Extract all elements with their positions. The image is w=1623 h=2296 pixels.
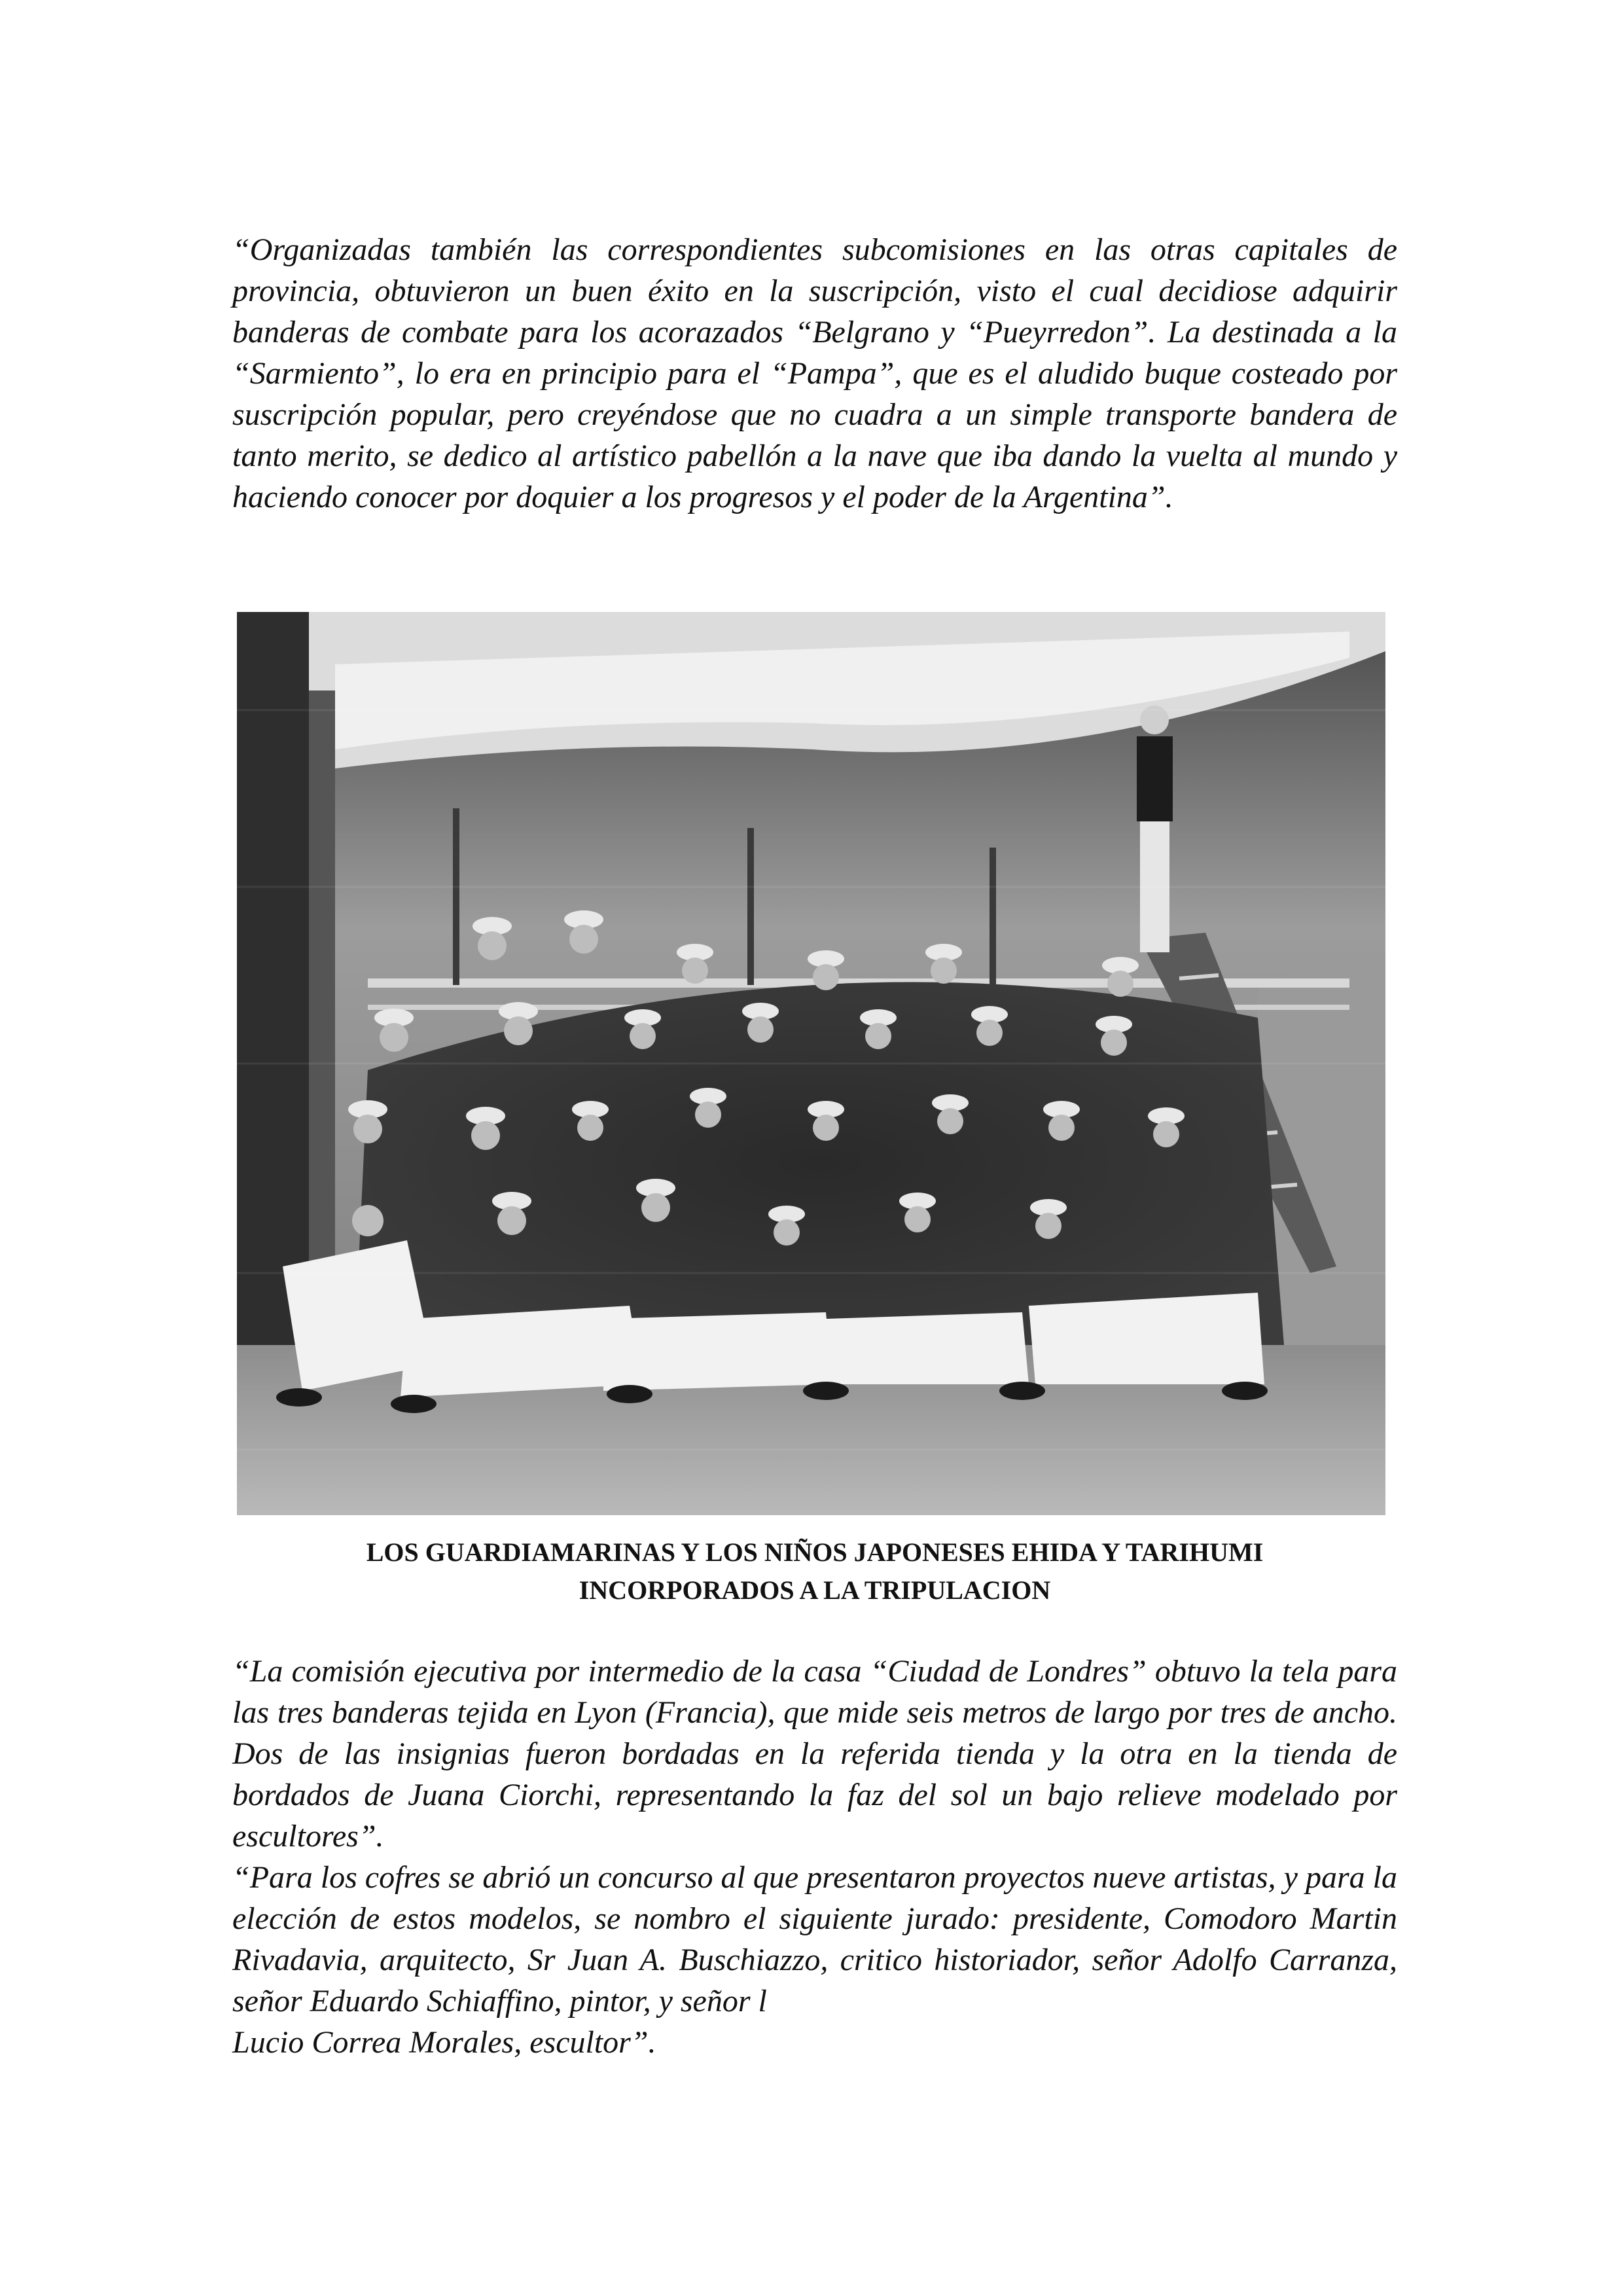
crew-photo — [237, 612, 1385, 1515]
quote-1-text: “Organizadas también las correspondientes subcomisiones en las otras capitales de provincia, obtuvieron un buen éxito en la suscripción, visto el cual decidiose adquirir banderas de combate para los acorazados “Belgrano y “Pueyrredon”. La destinada a la “Sarmiento”, lo era en principio para el “Pampa”, que es el aludido buque costeado por suscripción popular, pero creyéndose que no cuadra a un simple transporte bandera de tanto merito, se dedico al artístico pabellón a la nave que iba dando la vuelta al mundo y haciendo conocer por doquier a los progresos y el poder de la Argentina”. — [232, 232, 1397, 514]
quote-2-paragraph-2: “Para los cofres se abrió un concurso al que presentaron proyectos nueve artistas, y para la elección de estos modelos, se nombro el siguiente jurado: presidente, Comodoro Martin Rivadavia, arquitecto, Sr Juan A. Buschiazzo, critico historiador, señor Adolfo Carranza, señor Eduardo Schiaffino, pintor, y señor l — [232, 1860, 1397, 2018]
crew-photo-icon — [237, 612, 1385, 1515]
photo-caption — [232, 1534, 1397, 1609]
quote-2-paragraph-1: “La comisión ejecutiva por intermedio de la casa “Ciudad de Londres” obtuvo la tela para las tres banderas tejida en Lyon (Francia), que mide seis metros de largo por tres de ancho. Dos de las insignias fueron bordadas en la referida tienda y la otra en la tienda de bordados de Juana Ciorchi, representando la faz del sol un bajo relieve modelado por escultores”. — [232, 1654, 1397, 1854]
caption-line-1: LOS GUARDIAMARINAS Y LOS NIÑOS JAPONESES EHIDA Y TARIHUMI — [366, 1537, 1264, 1567]
quote-2-paragraph-3: Lucio Correa Morales, escultor”. — [232, 2025, 656, 2060]
quote-paragraph-2 — [232, 1651, 1397, 2063]
quote-paragraph-1 — [232, 229, 1397, 518]
caption-line-2: INCORPORADOS A LA TRIPULACION — [579, 1575, 1051, 1605]
